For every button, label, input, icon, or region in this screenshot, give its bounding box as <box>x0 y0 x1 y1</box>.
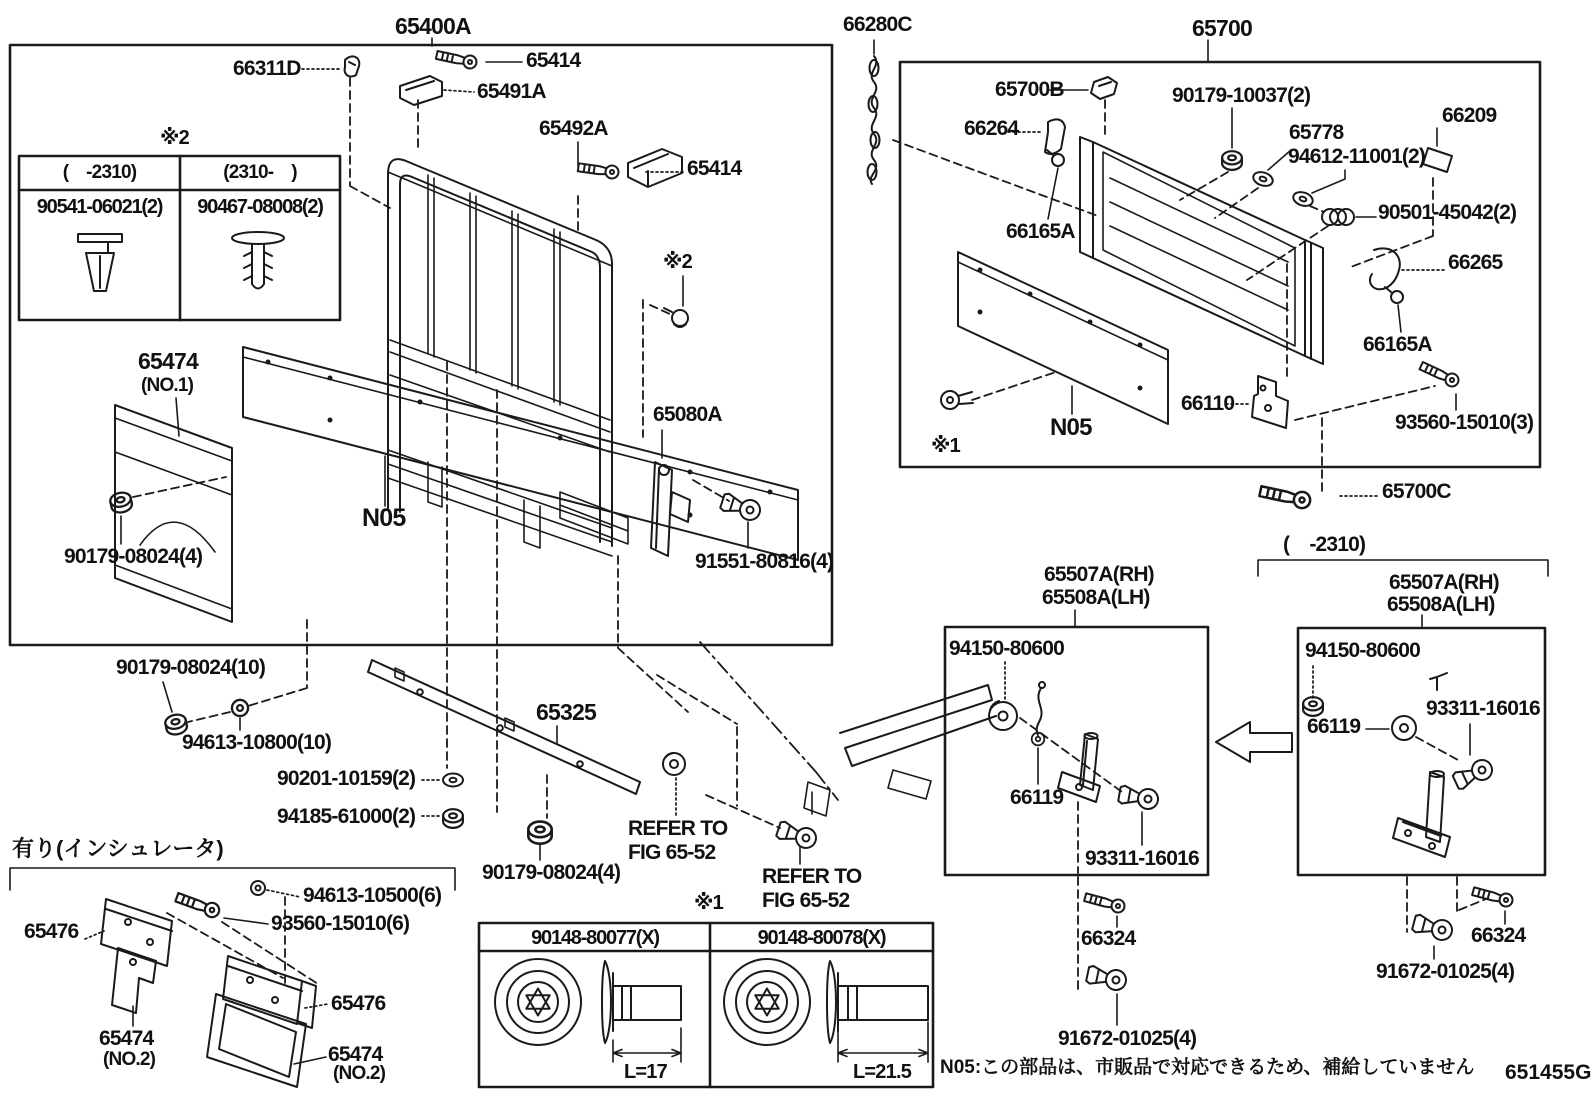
washer-90201-icon <box>443 774 463 787</box>
table-part-90541: 90541-06021(2) <box>36 196 163 218</box>
hinge-box-current <box>945 627 1208 875</box>
label-66311d: 66311D <box>233 57 301 80</box>
label-star1-tailgate: ※1 <box>931 435 960 457</box>
table-range-until: ( -2310) <box>62 162 137 183</box>
clip-90541-icon <box>78 234 122 291</box>
label-66324-left: 66324 <box>1081 927 1136 950</box>
hook-66264-icon <box>1045 119 1065 154</box>
clamp-65492a-icon <box>628 149 682 187</box>
label-no2-right: (NO.2) <box>333 1063 386 1084</box>
label-65476-left: 65476 <box>24 920 79 943</box>
label-refer2-line1: REFER TO <box>762 865 862 888</box>
pin-66165a-side-icon <box>1385 287 1403 303</box>
label-n05-tailgate: N05 <box>1050 414 1092 441</box>
label-n05-gate: N05 <box>362 504 406 532</box>
spring-90501-icon <box>1322 209 1354 225</box>
label-90179-08024-4-gate: 90179-08024(4) <box>64 545 203 568</box>
label-66209: 66209 <box>1442 104 1497 127</box>
label-l215: L=21.5 <box>853 1061 912 1083</box>
torx-80078-front-icon <box>724 959 810 1045</box>
label-65400a: 65400A <box>395 13 471 39</box>
nut-90179-10037-icon <box>1222 151 1242 170</box>
torx-80077-front-icon <box>495 959 581 1045</box>
label-l17: L=17 <box>624 1061 667 1083</box>
torx-80078-side-icon <box>827 961 928 1062</box>
clamp-65491a-icon <box>400 76 442 105</box>
label-94150-current: 94150-80600 <box>949 637 1064 660</box>
washer-94613-10500-icon <box>251 881 265 895</box>
label-65508a-old: 65508A(LH) <box>1387 593 1495 616</box>
figure-code: 651455G <box>1505 1061 1592 1084</box>
bolt-90179-08024-4-icon <box>528 822 551 844</box>
label-66119-old: 66119 <box>1307 715 1361 738</box>
label-90179-10037: 90179-10037(2) <box>1172 84 1311 107</box>
label-no1: (NO.1) <box>141 375 194 396</box>
label-65700: 65700 <box>1192 15 1252 41</box>
table-range-from: (2310- ) <box>223 162 297 183</box>
screw-65700c-icon <box>1259 483 1312 509</box>
table-part-80077: 90148-80077(X) <box>531 927 659 949</box>
label-star2-table: ※2 <box>160 127 189 149</box>
label-66119-current: 66119 <box>1010 786 1064 809</box>
washer-65778-icon <box>1251 170 1274 189</box>
label-65492a: 65492A <box>539 117 608 140</box>
hinge-65080a-icon <box>651 462 690 556</box>
label-refer2-line2: FIG 65-52 <box>762 889 850 912</box>
truck-bed-boundary-lines <box>700 642 838 800</box>
label-93560-3: 93560-15010(3) <box>1395 411 1534 434</box>
label-65080a: 65080A <box>653 403 722 426</box>
label-90201: 90201-10159(2) <box>277 767 416 790</box>
nut-90179-08024-icon <box>109 491 133 514</box>
bolt-91551-icon <box>719 492 762 523</box>
label-65507a-current: 65507A(RH) <box>1044 563 1154 586</box>
bolt-refer2-icon <box>775 820 818 851</box>
label-66110: 66110 <box>1181 392 1235 415</box>
screw-93560-icon <box>1418 360 1460 389</box>
clip-90467-icon <box>232 232 284 289</box>
truck-bed-sketch <box>804 685 996 816</box>
label-94613-10800: 94613-10800(10) <box>182 731 332 754</box>
label-65325: 65325 <box>536 699 596 725</box>
gate-frame-drawing <box>388 159 628 556</box>
label-65507a-old: 65507A(RH) <box>1389 571 1499 594</box>
screw-star1-icon <box>941 391 973 409</box>
label-65474-no1: 65474 <box>138 348 198 374</box>
label-66264: 66264 <box>964 117 1019 140</box>
label-66165a-side: 66165A <box>1363 333 1432 356</box>
label-94612: 94612-11001(2) <box>1288 145 1426 168</box>
table-part-80078: 90148-80078(X) <box>757 927 886 949</box>
label-65476-right: 65476 <box>331 992 386 1015</box>
label-66165a-top: 66165A <box>1006 220 1075 243</box>
label-66280c: 66280C <box>843 13 912 36</box>
hinge-box-until-2310 <box>1298 628 1545 875</box>
grommet-refer1-icon <box>663 753 685 775</box>
washer-94613-10800-icon <box>232 700 248 716</box>
bracket-66110-icon <box>1252 376 1288 428</box>
label-93560-6: 93560-15010(6) <box>271 912 410 935</box>
label-65778: 65778 <box>1289 121 1344 144</box>
screw-93560-6-icon <box>174 890 221 919</box>
label-65414-top: 65414 <box>526 49 581 72</box>
label-90501: 90501-45042(2) <box>1378 201 1517 224</box>
panel-65474-no1-drawing <box>115 405 232 622</box>
label-65700b: 65700B <box>995 78 1064 101</box>
chain-66280c-drawing <box>868 56 880 184</box>
label-65491a: 65491A <box>477 80 546 103</box>
label-90179-08024-10: 90179-08024(10) <box>116 656 266 679</box>
label-90179-08024-4-sill: 90179-08024(4) <box>482 861 621 884</box>
label-66265: 66265 <box>1448 251 1503 274</box>
label-65414-side: 65414 <box>687 157 742 180</box>
screw-65414-side-icon <box>577 161 619 180</box>
label-93311-old: 93311-16016 <box>1426 697 1540 720</box>
label-no2-left: (NO.2) <box>103 1049 156 1070</box>
label-65474-no2-right: 65474 <box>328 1043 383 1066</box>
label-refer1-line2: FIG 65-52 <box>628 841 716 864</box>
table-part-90467: 90467-08008(2) <box>197 196 323 218</box>
label-91672-left: 91672-01025(4) <box>1058 1027 1197 1050</box>
label-94150-old: 94150-80600 <box>1305 639 1420 662</box>
label-star2-clip: ※2 <box>663 251 692 273</box>
label-65508a-current: 65508A(LH) <box>1042 586 1150 609</box>
label-insulator-title: 有り(インシュレータ) <box>12 836 224 861</box>
label-66324-right: 66324 <box>1471 924 1526 947</box>
label-65474-no2-left: 65474 <box>99 1027 154 1050</box>
nut-94185-icon <box>443 809 463 828</box>
plate-66209-icon <box>1423 148 1452 172</box>
clip-66311d-icon <box>345 56 360 76</box>
label-star1-table: ※1 <box>694 892 723 914</box>
clip-65700b-icon <box>1091 77 1117 99</box>
label-91672-right: 91672-01025(4) <box>1376 960 1515 983</box>
gate-n05-plate-drawing <box>243 347 798 560</box>
n05-footnote: N05:この部品は、市販品で対応できるため、補給していません <box>940 1057 1475 1078</box>
clip-star2-icon <box>664 308 688 327</box>
label-94613-10500: 94613-10500(6) <box>303 884 442 907</box>
label-93311-current: 93311-16016 <box>1085 847 1199 870</box>
label-65700c: 65700C <box>1382 480 1451 503</box>
hinge-arrow-icon <box>1216 722 1292 762</box>
torx-80077-side-icon <box>602 961 681 1062</box>
label-91551: 91551-80816(4) <box>695 550 834 573</box>
label-range-until-2310: ( -2310) <box>1283 533 1366 556</box>
label-94185: 94185-61000(2) <box>277 805 416 828</box>
label-refer1-line1: REFER TO <box>628 817 728 840</box>
screw-65414-top-icon <box>435 49 477 70</box>
